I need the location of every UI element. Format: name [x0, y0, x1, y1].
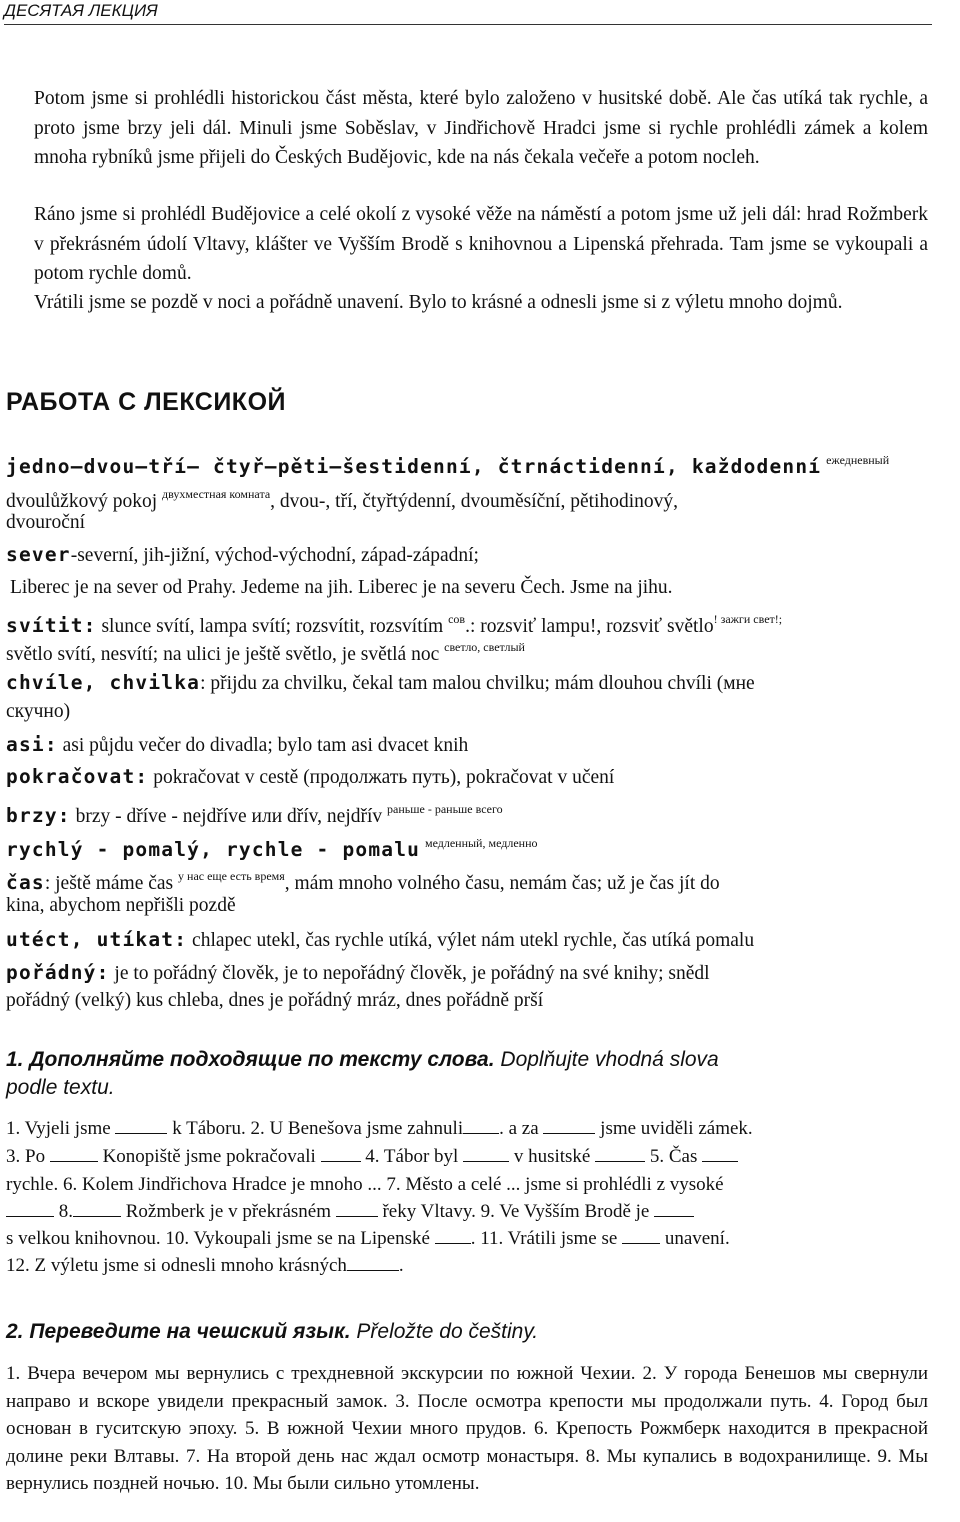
fill-blank[interactable] [321, 1144, 361, 1162]
exercise-text: řeky Vltavy. 9. Ve Vyšším Brodě je [382, 1201, 650, 1222]
lexicon-line-pokracovat [6, 762, 928, 793]
exercise-row [6, 1115, 928, 1143]
lexicon-line-rychly [6, 829, 928, 866]
exercise-text: . 11. Vrátili jsme se [470, 1228, 618, 1249]
lexicon-line-poradny [6, 958, 928, 989]
lexicon-line: Liberec je na sever od Prahy. Jedeme na jih. Liberec je na severu Čech. Jsme na jihu. [10, 577, 673, 598]
lexicon-line-utect [6, 925, 928, 956]
lexicon-text: , mám mnoho volného času, nemám čas; už je čas jít do [284, 873, 720, 894]
task-title-cz: Přeložte do češtiny. [350, 1320, 539, 1343]
fill-blank[interactable] [654, 1199, 694, 1217]
fill-blank[interactable] [115, 1116, 167, 1134]
fill-blank[interactable] [702, 1144, 738, 1162]
keyword: sever [6, 543, 71, 566]
translation-exercise: 1. Вчера вечером мы вернулись с трехдневной экскурсии по южной Чехии. 2. У города Бенешов мы свернули направо и вскоре увидели прекрасный замок. 3. После осмотра крепости мы продолжали путь. 4. Город был основан в гуситскую эпоху. 5. В южной Чехии много прудов. 6. Крепость Рожмберк находится в прекрасной долине реки Влтавы. 7. На второй день нас ждал осмотр монастыря. 8. Мы купались в водохранилище. 9. Мы вернулись поздней ночью. 10. Мы были сильно утомлены. [6, 1363, 928, 1494]
lexicon-line: pořádný (velký) kus chleba, dnes je pořádný mráz, dnes pořádně prší [6, 990, 544, 1011]
lexicon-text: : ještě máme čas [44, 873, 174, 894]
lexicon-text: chlapec utekl, čas rychle utíká, výlet nám utekl rychle, čas utíká pomalu [187, 930, 755, 951]
lexicon-text: asi půjdu večer do divadla; bylo tam asi dvacet knih [57, 735, 469, 756]
keyword: chvíle, chvilka [6, 671, 201, 694]
task-2-title [6, 1318, 928, 1346]
keyword: jedno–dvou–tří– čtyř–pěti–šestidenní, čtrnáctidenní, každodenní [6, 455, 822, 478]
lexicon-line: dvouroční [6, 512, 86, 533]
translation-note: раньше - раньше всего [387, 802, 503, 816]
section-heading: РАБОТА С ЛЕКСИКОЙ [6, 388, 286, 416]
lexicon-text: brzy - dříve - nejdříve или dřív, nejdřív [70, 806, 383, 827]
exercise-text: 3. Po [6, 1146, 46, 1167]
lexicon-text: dvoulůžkový pokoj [6, 491, 158, 512]
exercise-text: . [398, 1255, 404, 1276]
paragraph-1: Potom jsme si prohlédli historickou část města, které bylo založeno v husitské době. Ale čas utíká tak rychle, a proto jsme brzy jeli dál. Minuli jsme Soběslav, v Jindřichově Hradci jsme si rychle prohlédli zámek a kolem mnoha rybníků jsme přijeli do Českých Budějovic, kde na nás čekala večeře a potom nocleh. [34, 88, 928, 168]
exercise-text: unavení. [664, 1228, 730, 1249]
task-1-title [6, 1046, 928, 1102]
exercise-text: 8. [58, 1201, 73, 1222]
task-title-ru: 2. Переведите на чешский язык. [6, 1320, 351, 1343]
task-title-cz: podle textu. [6, 1076, 115, 1099]
exercise-text: jsme uviděli zámek. [600, 1118, 753, 1139]
fill-blank[interactable] [463, 1116, 499, 1134]
exercise-row [6, 1252, 928, 1280]
exercise-text: v husitské [513, 1146, 591, 1167]
fill-blank[interactable] [543, 1116, 595, 1134]
exercise-text: k Táboru. 2. U Benešova jsme zahnuli [172, 1118, 464, 1139]
task-title-ru: 1. Дополняйте подходящие по тексту слова. [6, 1048, 495, 1071]
lexicon-text: světlo svítí, nesvítí; na ulici je ještě světlo, je světlá noc [6, 644, 440, 665]
fill-blank[interactable] [73, 1199, 121, 1217]
exercise-text: 5. Čas [649, 1146, 698, 1167]
lexicon-text: : přijdu za chvilku, čekal tam malou chvilku; mám dlouhou chvíli (мне [200, 673, 755, 694]
keyword: pokračovat: [6, 765, 149, 788]
keyword: pořádný: [6, 961, 110, 984]
exercise-text: 12. Z výletu jsme si odnesli mnoho krásných [6, 1255, 347, 1276]
lexicon-line-svetlo [6, 633, 928, 670]
exercise-text: Rožmberk je v překrásném [125, 1201, 331, 1222]
translation-note: светло, светлый [444, 640, 525, 654]
lexicon-text: .: rozsviť lampu!, rozsviť světlo [465, 616, 714, 637]
fill-blank[interactable] [463, 1144, 509, 1162]
keyword: utéct, utíkat: [6, 928, 188, 951]
keyword: svítit: [6, 614, 97, 637]
task-title-cz: Doplňujte vhodná slova [494, 1048, 719, 1071]
lexicon-line-chvile [6, 668, 928, 699]
keyword: čas [6, 871, 45, 894]
fill-blank[interactable] [336, 1199, 378, 1217]
translation-note: сов [448, 612, 466, 626]
lexicon-line-days [6, 446, 928, 483]
exercise-row: rychle. 6. Kolem Jindřichova Hradce je mnoho ... 7. Město a celé ... jsme si prohlédli z vysoké [6, 1174, 724, 1195]
fill-blank[interactable] [50, 1144, 98, 1162]
exercise-row [6, 1225, 928, 1253]
lexicon-text: , dvou-, tří, čtyřtýdenní, dvouměsíční, pětihodinový, [270, 491, 678, 512]
translation-note: ! зажги свет!; [713, 612, 783, 626]
lexicon-text: slunce svítí, lampa svítí; rozsvítit, rozsvítím [96, 616, 444, 637]
exercise-text: s velkou knihovnou. 10. Vykoupali jsme se na Lipenské [6, 1228, 430, 1249]
fill-blank[interactable] [595, 1144, 645, 1162]
fill-blank[interactable] [622, 1226, 660, 1244]
keyword: brzy: [6, 804, 71, 827]
lexicon-text: -severní, jih-jižní, východ-východní, západ-západní; [70, 545, 479, 566]
paragraph-3: Vrátili jsme se pozdě v noci a pořádně unavení. Bylo to krásné a odnesli jsme si z výletu mnoho dojmů. [34, 292, 843, 313]
paragraph-2: Ráno jsme si prohlédl Budějovice a celé okolí z vysoké věže na náměstí a potom jsme už jeli dál: hrad Rožmberk v překrásném údolí Vltavy, klášter ve Vyšším Brodě s knihovnou a Lipenská přehrada. Tam jsme se vykoupali a potom rychle domů. [34, 204, 928, 284]
translation-note: у нас еще есть время [178, 869, 285, 883]
exercise-row [6, 1198, 928, 1226]
keyword: rychlý - pomalý, rychle - pomalu [6, 838, 421, 861]
lexicon-text: pokračovat v cestě (продолжать путь), pokračovat v učení [148, 767, 615, 788]
exercise-text: 4. Tábor byl [365, 1146, 459, 1167]
translation-note: медленный, медленно [424, 836, 538, 850]
exercise-row [6, 1143, 928, 1171]
lexicon-line-brzy [6, 795, 928, 832]
exercise-text: Konopiště jsme pokračovali [102, 1146, 316, 1167]
fill-blank[interactable] [347, 1253, 399, 1271]
exercise-text: 1. Vyjeli jsme [6, 1118, 111, 1139]
keyword: asi: [6, 733, 58, 756]
lexicon-line-asi [6, 730, 928, 761]
exercise-text: . a za [499, 1118, 539, 1139]
lexicon-line: скучно) [6, 701, 71, 722]
lexicon-text: je to pořádný člověk, je to nepořádný člověk, je pořádný na své knihy; snědl [109, 963, 710, 984]
translation-note: двухместная комната [162, 487, 271, 501]
fill-blank[interactable] [435, 1226, 471, 1244]
fill-blank[interactable] [6, 1199, 54, 1217]
lexicon-line: kina, abychom nepřišli pozdě [6, 895, 236, 916]
page-header: ДЕСЯТАЯ ЛЕКЦИЯ [4, 0, 932, 25]
translation-note: ежедневный [826, 453, 890, 467]
lexicon-line-directions [6, 540, 928, 571]
